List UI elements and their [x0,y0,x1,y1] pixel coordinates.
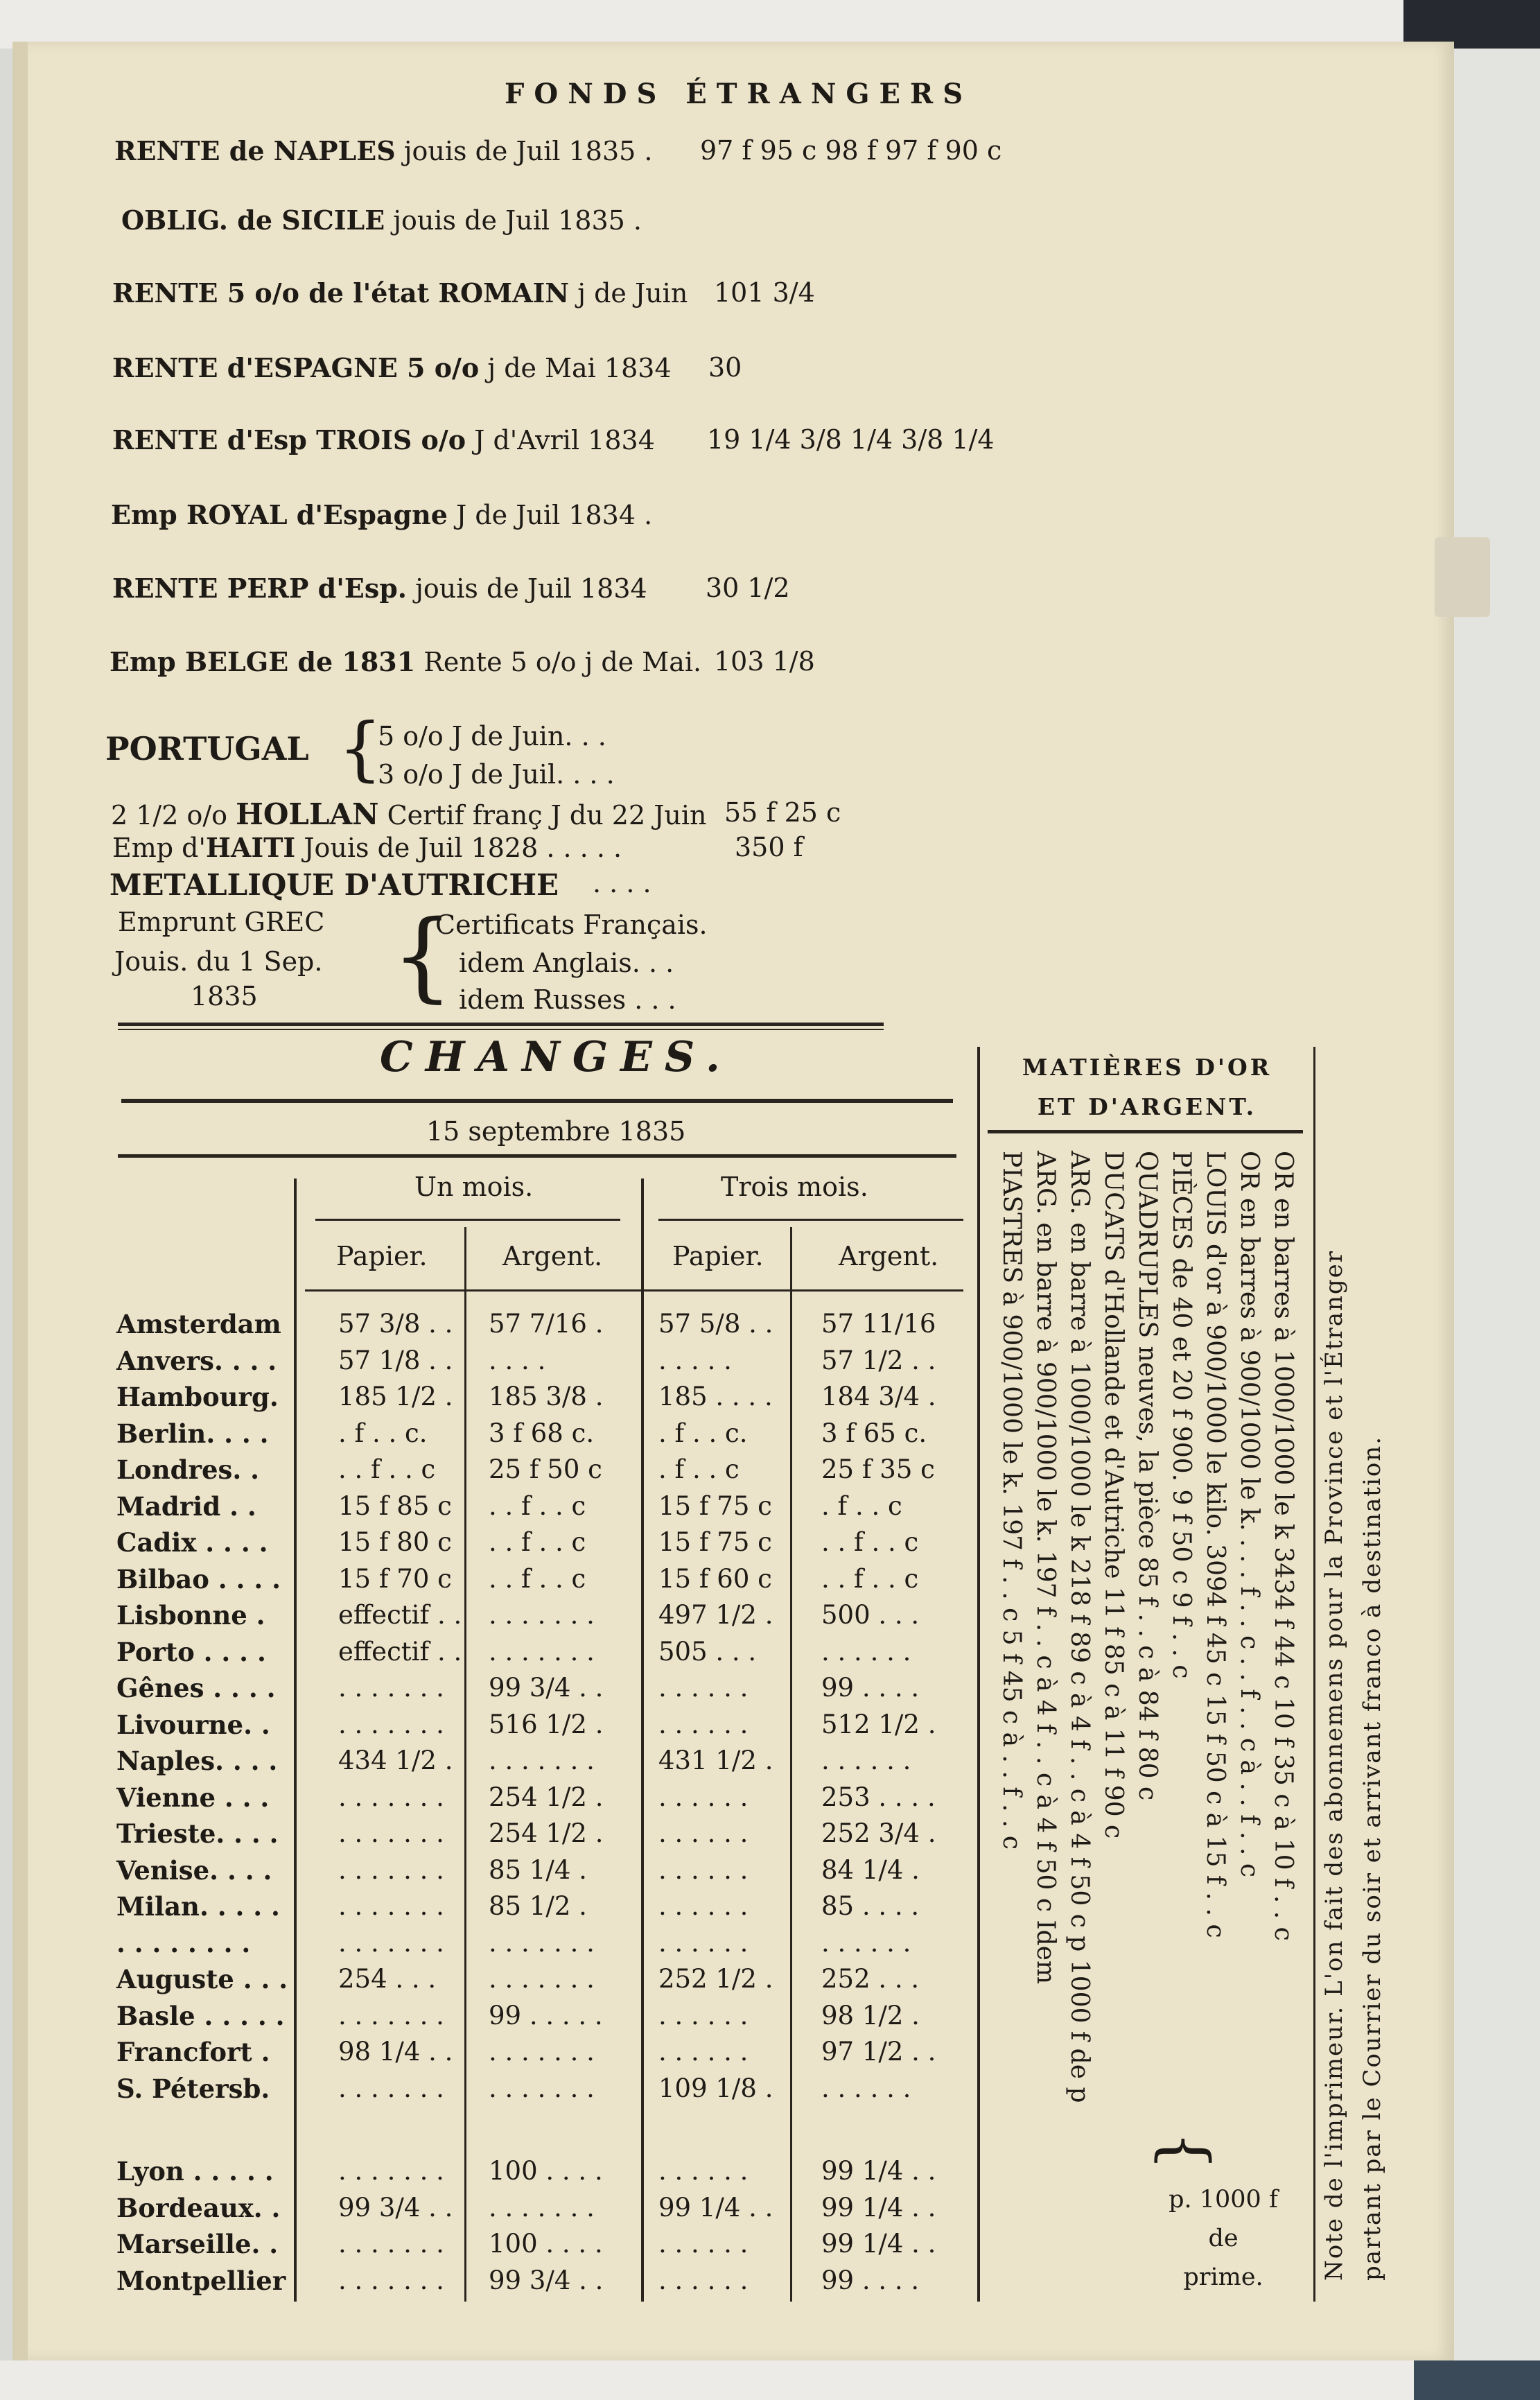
city-name: Anvers. . . . [116,1345,277,1376]
rate-cell: 516 1/2 . [489,1709,604,1739]
table-rule [641,1179,644,2302]
rate-cell: . . . . . . [658,1854,749,1885]
group-trois-mois: Trois mois. [721,1172,868,1202]
rate-cell: 500 . . . [821,1600,920,1630]
rate-cell: . . . . . . [821,1636,911,1667]
col-argent: Argent. [839,1241,939,1271]
rate-cell: 85 1/4 . [489,1854,587,1885]
rate-cell: . . f . . c [489,1490,586,1521]
rate-cell: 57 7/16 . [489,1309,604,1339]
col-papier: Papier. [336,1241,428,1271]
changes-title: CHANGES. [380,1033,733,1081]
rate-cell: . . . . . . . [338,1891,444,1921]
rate-cell: 15 f 75 c [658,1490,772,1521]
rate-cell: 252 . . . [821,1964,920,1994]
rate-cell: 15 f 75 c [658,1527,772,1557]
col-papier: Papier. [672,1241,764,1271]
rate-cell: 97 1/2 . . [821,2037,936,2067]
city-name: Francfort . [116,2037,270,2067]
prime-line: p. 1000 f [1169,2186,1278,2214]
rate-cell: 99 . . . . . [489,2000,603,2031]
rate-cell: 254 1/2 . [489,1782,604,1812]
matieres-line: QUADRUPLES neuves, la pièce 85 f . . c à 84 f 80 c [1133,1151,1162,1801]
rate-cell: . . . . . . . [489,2037,595,2067]
city-name: Madrid . . [116,1490,256,1522]
rate-cell: 85 . . . . [821,1891,920,1921]
fonds-label-rest: Rente 5 o/o j de Mai. [415,647,702,677]
rate-cell: . . . . . . . [489,2192,595,2223]
rate-cell: 99 3/4 . . [489,1673,604,1703]
city-name: Londres. . [116,1454,259,1485]
rate-cell: effectif . . [338,1636,462,1667]
rate-cell: . . . . . . . [338,1782,444,1812]
rate-cell: 15 f 85 c [338,1490,452,1521]
rate-cell: . . . . . . . [338,2000,444,2031]
fonds-row [121,205,642,236]
rate-cell: . . . . . . [658,2229,749,2259]
city-name: Lisbonne . [116,1600,265,1631]
city-name: Naples. . . . [116,1746,278,1776]
fonds-label: RENTE d'Esp TROIS o/o [112,424,466,455]
rate-cell: 15 f 70 c [338,1563,452,1594]
rate-cell: . . . . . . [821,1927,911,1958]
rate-cell: 252 3/4 . [821,1818,936,1848]
rate-cell: 254 1/2 . [489,1818,604,1848]
rate-cell: . . f . . c [821,1527,919,1557]
rate-cell: 99 1/4 . . [821,2229,936,2259]
city-name: Bilbao . . . . [116,1563,281,1594]
rate-cell: . . . . . . [658,2265,749,2295]
rate-cell: . f . . c [821,1490,902,1521]
fonds-row [112,424,655,455]
rate-cell: . . . . . . . [338,2265,444,2295]
rate-cell: . . . . [489,1345,546,1375]
fonds-row [114,135,652,166]
rate-cell: . . . . . . [658,2037,749,2067]
rate-cell: 3 f 65 c. [821,1418,927,1448]
city-name: Porto . . . . [116,1636,266,1667]
fonds-label-rest: J de Juil 1834 . [447,500,653,530]
rate-cell: . . . . . . [821,1746,911,1775]
hollande-value: 55 f 25 c [724,797,841,828]
rate-cell: . . . . . . . [338,1854,444,1885]
rate-cell: . . . . . . . [338,1709,444,1739]
rate-cell: 84 1/4 . [821,1854,920,1885]
rate-cell: 99 1/4 . . [821,2192,936,2223]
city-name: Hambourg. [116,1382,279,1412]
rate-cell: . f . . c. [338,1418,428,1448]
changes-rule [121,1099,953,1103]
rate-cell: . . . . . . . [489,1927,595,1958]
scan-blue-band [1414,2360,1540,2400]
grec-line: Certificats Français. [435,910,708,940]
fonds-value: 30 [708,352,742,383]
matieres-line: PIÈCES de 40 et 20 f 900. 9 f 50 c 9 f . . c [1167,1151,1196,1679]
rate-cell: . . f . . c [821,1563,919,1594]
rate-cell: 100 . . . . [489,2229,603,2259]
column-rule [977,1047,980,2302]
fonds-row [110,646,701,677]
col-argent: Argent. [502,1241,603,1271]
fonds-row [112,277,688,308]
rate-cell: . . . . . . . [338,2229,444,2259]
rate-cell: 57 1/8 . . [338,1345,453,1375]
rate-cell: 57 11/16 [821,1309,936,1339]
rate-cell: 99 3/4 . . [338,2192,453,2223]
rate-cell: 57 5/8 . . [658,1309,773,1339]
rate-cell: 497 1/2 . [658,1600,773,1630]
city-name: Gênes . . . . [116,1673,276,1703]
rate-cell: 254 . . . [338,1964,437,1994]
city-name: Milan. . . . . [116,1891,280,1922]
fonds-label: Emp BELGE de 1831 [110,646,416,677]
fonds-label: RENTE 5 o/o de l'état ROMAIN [112,277,570,308]
prime-line: de [1208,2225,1239,2252]
matieres-line: LOUIS d'or à 900/1000 le kilo. 3094 f 45 c 15 f 50 c à 15 f . . c [1201,1151,1230,1938]
rate-cell: . . . . . . . [489,1636,595,1667]
rate-cell: 252 1/2 . [658,1964,773,1994]
fonds-label-rest: J d'Avril 1834 [466,425,655,455]
rate-cell: . . . . . . [658,1709,749,1739]
grec-line: idem Anglais. . . [459,948,674,978]
column-rule [1313,1047,1315,2302]
matieres-title: MATIÈRES D'OR [1022,1054,1272,1081]
city-name: Marseille. . [116,2229,279,2259]
rate-cell: 15 f 80 c [338,1527,452,1557]
rate-cell: 57 1/2 . . [821,1345,936,1375]
fonds-label-rest: jouis de Juil 1834 [407,573,647,604]
rate-cell: 100 . . . . [489,2156,603,2186]
rate-cell: 109 1/8 . [658,2073,773,2103]
fonds-label: RENTE de NAPLES [114,135,396,166]
rate-cell: 99 1/4 . . [821,2156,936,2186]
rate-cell: . . . . . [658,1345,732,1375]
grec-label: Emprunt GREC [118,907,325,937]
rate-cell: . . . . . . . [489,1600,595,1630]
rate-cell: . f . . c [658,1454,740,1484]
matieres-line: ARG. en barre à 900/1000 le k. 197 f . . c à 4 f . . c à 4 f 50 c Idem [1031,1151,1060,1985]
rate-cell: . . . . . . . [338,2156,444,2186]
prime-note [1144,2180,1303,2297]
hollande-label: HOLLAN [236,797,379,831]
rate-cell: . . . . . . [658,1673,749,1703]
rate-cell: . . . . . . [658,2000,749,2031]
group-underline [315,1219,620,1221]
city-name: Auguste . . . [116,1964,288,1994]
fonds-label-rest: jouis de Juil 1835 . [395,136,653,166]
portugal-label: PORTUGAL [105,730,309,767]
city-name: Lyon . . . . . [116,2156,274,2186]
brace: } [1144,2130,1218,2171]
haiti-row [112,832,622,863]
fonds-label-rest: j de Juin [569,278,688,308]
rate-cell: . . . . . . . [338,1673,444,1703]
fonds-row [111,499,652,530]
rate-cell: . . . . . . . [338,1927,444,1958]
group-underline [658,1219,963,1221]
rate-cell: 99 . . . . [821,1673,920,1703]
matieres-line: PIASTRES à 900/1000 le k. 197 f . . c 5 f 45 c à . . f . . c [997,1151,1026,1850]
rate-cell: . . . . . . . [489,1964,595,1994]
table-rule [464,1227,466,2302]
rate-cell: 25 f 35 c [821,1454,935,1484]
prime-line: prime. [1183,2263,1263,2291]
city-name: Venise. . . . [116,1854,272,1886]
rate-cell: 434 1/2 . [338,1746,453,1775]
haiti-prefix: Emp d' [112,833,206,863]
fonds-row [112,352,672,383]
fonds-value: 19 1/4 3/8 1/4 3/8 1/4 [707,424,995,455]
fonds-label: RENTE d'ESPAGNE 5 o/o [112,352,480,383]
city-name: Cadix . . . . [116,1527,268,1558]
rate-cell: . . f . . c [338,1454,436,1484]
fonds-label: RENTE PERP d'Esp. [112,573,408,604]
rate-cell: . . . . . . . [489,1746,595,1775]
printer-note: Note de l'imprimeur. L'on fait des abonnemens pour la Province et l'Étranger [1320,1249,1348,2281]
fonds-label-rest: j de Mai 1834 [479,353,672,383]
haiti-label: HAITI [205,832,296,863]
haiti-value: 350 f [735,832,803,862]
rate-cell: 98 1/4 . . [338,2037,453,2067]
changes-date: 15 septembre 1835 [426,1116,686,1147]
grec-line: idem Russes . . . [459,984,676,1015]
paper-tab [1435,537,1490,617]
fonds-label-rest: jouis de Juil 1835 . [385,205,642,236]
hollande-rest: Certif franç J du 22 Juin [387,800,707,831]
rate-cell: 99 . . . . [821,2265,920,2295]
printer-note: partant par le Courrier du soir et arrivant franco à destination. [1358,1436,1386,2281]
group-un-mois: Un mois. [414,1172,534,1202]
rate-cell: 3 f 68 c. [489,1418,595,1448]
rate-cell: 185 1/2 . [338,1382,453,1411]
rate-cell: . . . . . . [821,2073,911,2103]
rate-cell: . . f . . c [489,1563,586,1594]
rate-cell: . . . . . . . [489,2073,595,2103]
matieres-rule [988,1130,1303,1133]
rate-cell: 99 1/4 . . [658,2192,773,2223]
rate-cell: 98 1/2 . [821,2000,920,2031]
city-name: Livourne. . [116,1709,270,1740]
rate-cell: 15 f 60 c [658,1563,772,1594]
portugal-line: 5 o/o J de Juin. . . [378,721,606,751]
rate-cell: . . . . . . [658,2156,749,2186]
grec-jouis: Jouis. du 1 Sep. [114,946,323,977]
changes-rule [118,1154,956,1158]
matieres-line: ARG. en barre à 1000/1000 le k 218 f 89 c à 4 f . . c à 4 f 50 c p 1000 f de p [1065,1151,1094,2103]
table-rule [790,1227,792,2302]
city-name: Basle . . . . . [116,2000,285,2031]
rate-cell: . . . . . . [658,1782,749,1812]
city-name: Montpellier [116,2265,286,2296]
rate-cell: effectif . . [338,1600,462,1630]
hollande-prefix: 2 1/2 o/o [111,800,228,831]
rate-cell: . . . . . . . [338,2073,444,2103]
section-divider [118,1029,884,1030]
matieres-title: ET D'ARGENT. [1037,1093,1257,1120]
hollande-row [111,797,707,831]
matieres-line: OR en barres à 900/1000 le k. . . . f . . c . . f . . c à . . f . . c [1235,1151,1263,1878]
rate-cell: . . . . . . [658,1818,749,1848]
city-name: S. Pétersb. [116,2073,270,2104]
matieres-line: DUCATS d'Hollande et d'Autriche 11 f 85 c à 11 f 90 c [1099,1151,1128,1839]
city-name: Bordeaux. . [116,2192,281,2223]
rate-cell: 184 3/4 . [821,1382,936,1411]
rate-cell: 25 f 50 c [489,1454,602,1484]
autriche-dots: . . . . [593,868,651,898]
rate-cell: 253 . . . . [821,1782,936,1812]
city-name: Berlin. . . . [116,1418,269,1449]
city-name: Amsterdam [116,1309,281,1339]
haiti-rest: Jouis de Juil 1828 . . . . . [304,833,622,863]
fonds-label: OBLIG. de SICILE [121,205,385,236]
rate-cell: . . . . . . [658,1891,749,1921]
rate-cell: 505 . . . [658,1636,757,1667]
rate-cell: 512 1/2 . [821,1709,936,1739]
col-header-rule [305,1289,963,1292]
fonds-value: 30 1/2 [706,573,790,603]
grec-year: 1835 [191,981,258,1011]
fonds-value: 97 f 95 c 98 f 97 f 90 c [700,135,1002,166]
fonds-value: 103 1/8 [714,646,815,677]
rate-cell: 431 1/2 . [658,1746,773,1775]
fonds-label: Emp ROYAL d'Espagne [111,499,448,530]
section-title: FONDS ÉTRANGERS [505,78,973,110]
brace: { [338,708,383,789]
rate-cell: . . . . . . . [338,1818,444,1848]
matieres-line: OR en barres à 1000/1000 le k 3434 f 44 c 10 f 35 c à 10 f . . c [1269,1151,1297,1941]
brace: { [392,900,454,1013]
rate-cell: . . f . . c [489,1527,586,1557]
fonds-value: 101 3/4 [714,277,815,308]
rate-cell: . f . . c. [658,1418,748,1448]
rate-cell: 99 3/4 . . [489,2265,604,2295]
scan-right-margin [1452,49,1540,2400]
scan-bottom-margin [0,2360,1540,2400]
rate-cell: 85 1/2 . [489,1891,587,1921]
portugal-line: 3 o/o J de Juil. . . . [378,759,615,790]
city-name: . . . . . . . . [116,1927,251,1958]
table-rule [294,1179,297,2302]
section-divider [118,1023,884,1026]
autriche-label: METALLIQUE D'AUTRICHE [110,868,559,902]
rate-cell: 57 3/8 . . [338,1309,453,1339]
rate-cell: 185 . . . . [658,1382,773,1411]
city-name: Vienne . . . [116,1782,270,1813]
rate-cell: . . . . . . [658,1927,749,1958]
fonds-row [112,573,647,604]
rate-cell: 185 3/8 . [489,1382,604,1411]
city-name: Trieste. . . . [116,1818,279,1849]
